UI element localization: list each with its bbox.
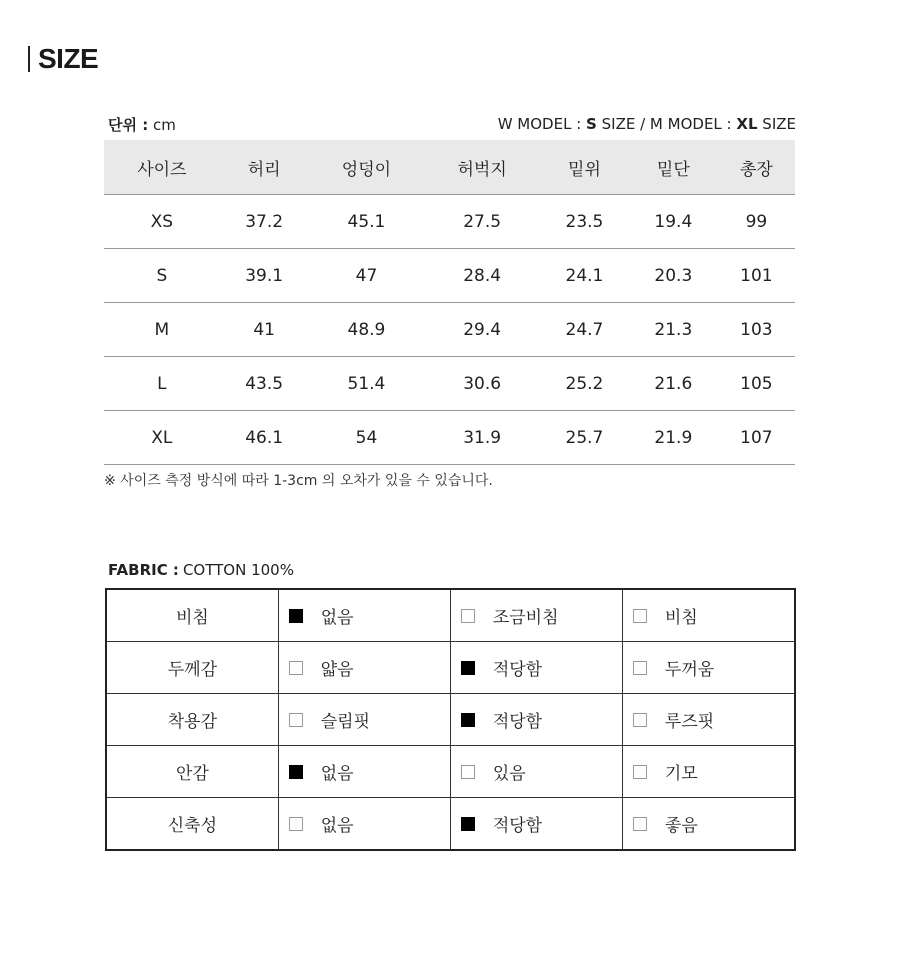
fabric-option-label: 적당함 [492, 816, 543, 836]
section-title-text: SIZE [38, 43, 99, 74]
unit-info [108, 114, 176, 135]
fabric-option-label: 없음 [320, 608, 354, 628]
fabric-option-label: 슬림핏 [320, 712, 371, 732]
fabric-option-label: 적당함 [492, 660, 543, 680]
size-value-cell: 28.4 [424, 249, 540, 303]
fabric-option-label: 적당함 [492, 712, 543, 732]
fabric-option-label: 조금비침 [492, 608, 559, 628]
fabric-label: FABRIC : [108, 561, 179, 579]
size-value-cell: 48.9 [309, 303, 425, 357]
checked-box-icon [461, 817, 475, 831]
size-value-cell: 25.7 [540, 411, 629, 465]
unit-value: cm [152, 115, 176, 134]
fabric-option-cell [622, 642, 795, 694]
model-info-mid: SIZE / M MODEL : [601, 115, 732, 133]
size-value-cell: 101 [718, 249, 795, 303]
size-name-cell: XL [104, 411, 220, 465]
size-header-cell: 허리 [220, 140, 309, 195]
size-value-cell: 105 [718, 357, 795, 411]
size-value-cell: 43.5 [220, 357, 309, 411]
fabric-option-label: 없음 [320, 764, 354, 784]
unchecked-box-icon [633, 765, 647, 779]
fabric-row [106, 746, 795, 798]
fabric-category: 신축성 [106, 798, 278, 851]
checked-box-icon [289, 609, 303, 623]
unit-label: 단위 : [108, 115, 149, 134]
size-value-cell: 39.1 [220, 249, 309, 303]
checked-box-icon [461, 661, 475, 675]
fabric-category: 비침 [106, 589, 278, 642]
fabric-table-body [106, 589, 795, 850]
size-value-cell: 21.3 [629, 303, 718, 357]
fabric-option-label: 기모 [664, 764, 698, 784]
fabric-option-cell [622, 798, 795, 851]
measurement-note: ※ 사이즈 측정 방식에 따라 1-3cm 의 오차가 있을 수 있습니다. [104, 473, 493, 489]
fabric-option-cell [278, 694, 450, 746]
size-value-cell: 37.2 [220, 195, 309, 249]
fabric-table [105, 588, 796, 851]
size-header-cell: 총장 [718, 140, 795, 195]
unchecked-box-icon [633, 817, 647, 831]
size-value-cell: 30.6 [424, 357, 540, 411]
fabric-option-cell [450, 694, 622, 746]
fabric-option-label: 좋음 [664, 816, 698, 836]
fabric-option-label: 없음 [320, 816, 354, 836]
fabric-option-label: 비침 [664, 608, 698, 628]
table-row [104, 411, 795, 465]
size-name-cell: M [104, 303, 220, 357]
unchecked-box-icon [289, 661, 303, 675]
size-value-cell: 31.9 [424, 411, 540, 465]
size-header-cell: 허벅지 [424, 140, 540, 195]
fabric-option-cell [278, 642, 450, 694]
m-model-size: XL [736, 115, 758, 133]
size-value-cell: 99 [718, 195, 795, 249]
size-name-cell: XS [104, 195, 220, 249]
unchecked-box-icon [289, 817, 303, 831]
unit-row [108, 112, 796, 136]
size-table [104, 140, 795, 465]
size-table-body [104, 195, 795, 465]
size-header-cell: 밑위 [540, 140, 629, 195]
size-value-cell: 24.7 [540, 303, 629, 357]
table-row [104, 195, 795, 249]
fabric-option-cell [278, 746, 450, 798]
fabric-option-cell [278, 798, 450, 851]
unchecked-box-icon [461, 765, 475, 779]
size-name-cell: L [104, 357, 220, 411]
title-bar [28, 46, 30, 72]
table-row [104, 303, 795, 357]
size-value-cell: 24.1 [540, 249, 629, 303]
fabric-row [106, 798, 795, 851]
fabric-row [106, 694, 795, 746]
size-value-cell: 41 [220, 303, 309, 357]
size-header-cell: 밑단 [629, 140, 718, 195]
size-value-cell: 29.4 [424, 303, 540, 357]
fabric-option-cell [622, 694, 795, 746]
unchecked-box-icon [633, 713, 647, 727]
fabric-option-cell [622, 589, 795, 642]
checked-box-icon [461, 713, 475, 727]
size-value-cell: 47 [309, 249, 425, 303]
fabric-category: 두께감 [106, 642, 278, 694]
checked-box-icon [289, 765, 303, 779]
size-name-cell: S [104, 249, 220, 303]
fabric-option-cell [450, 746, 622, 798]
size-value-cell: 46.1 [220, 411, 309, 465]
w-model-prefix: W MODEL : [497, 115, 582, 133]
fabric-option-label: 있음 [492, 764, 526, 784]
fabric-option-cell [622, 746, 795, 798]
size-value-cell: 19.4 [629, 195, 718, 249]
fabric-option-label: 루즈핏 [664, 712, 715, 732]
fabric-info [108, 559, 294, 581]
size-value-cell: 20.3 [629, 249, 718, 303]
size-value-cell: 103 [718, 303, 795, 357]
w-model-size: S [586, 115, 597, 133]
unchecked-box-icon [289, 713, 303, 727]
unchecked-box-icon [633, 609, 647, 623]
fabric-row [106, 642, 795, 694]
unchecked-box-icon [461, 609, 475, 623]
size-value-cell: 21.6 [629, 357, 718, 411]
section-title [28, 44, 98, 74]
fabric-option-cell [278, 589, 450, 642]
fabric-value: COTTON 100% [182, 561, 294, 579]
fabric-category: 착용감 [106, 694, 278, 746]
fabric-option-cell [450, 589, 622, 642]
size-value-cell: 51.4 [309, 357, 425, 411]
size-value-cell: 25.2 [540, 357, 629, 411]
size-value-cell: 23.5 [540, 195, 629, 249]
fabric-option-label: 두꺼움 [664, 660, 715, 680]
fabric-row [106, 589, 795, 642]
size-header-cell: 엉덩이 [309, 140, 425, 195]
size-value-cell: 107 [718, 411, 795, 465]
table-row [104, 357, 795, 411]
size-value-cell: 54 [309, 411, 425, 465]
model-info-suffix: SIZE [762, 115, 796, 133]
table-row [104, 249, 795, 303]
size-value-cell: 27.5 [424, 195, 540, 249]
fabric-category: 안감 [106, 746, 278, 798]
size-header-cell: 사이즈 [104, 140, 220, 195]
unchecked-box-icon [633, 661, 647, 675]
fabric-option-cell [450, 798, 622, 851]
size-value-cell: 21.9 [629, 411, 718, 465]
fabric-option-label: 얇음 [320, 660, 354, 680]
model-info [498, 115, 796, 133]
size-value-cell: 45.1 [309, 195, 425, 249]
size-table-header [104, 140, 795, 195]
fabric-option-cell [450, 642, 622, 694]
